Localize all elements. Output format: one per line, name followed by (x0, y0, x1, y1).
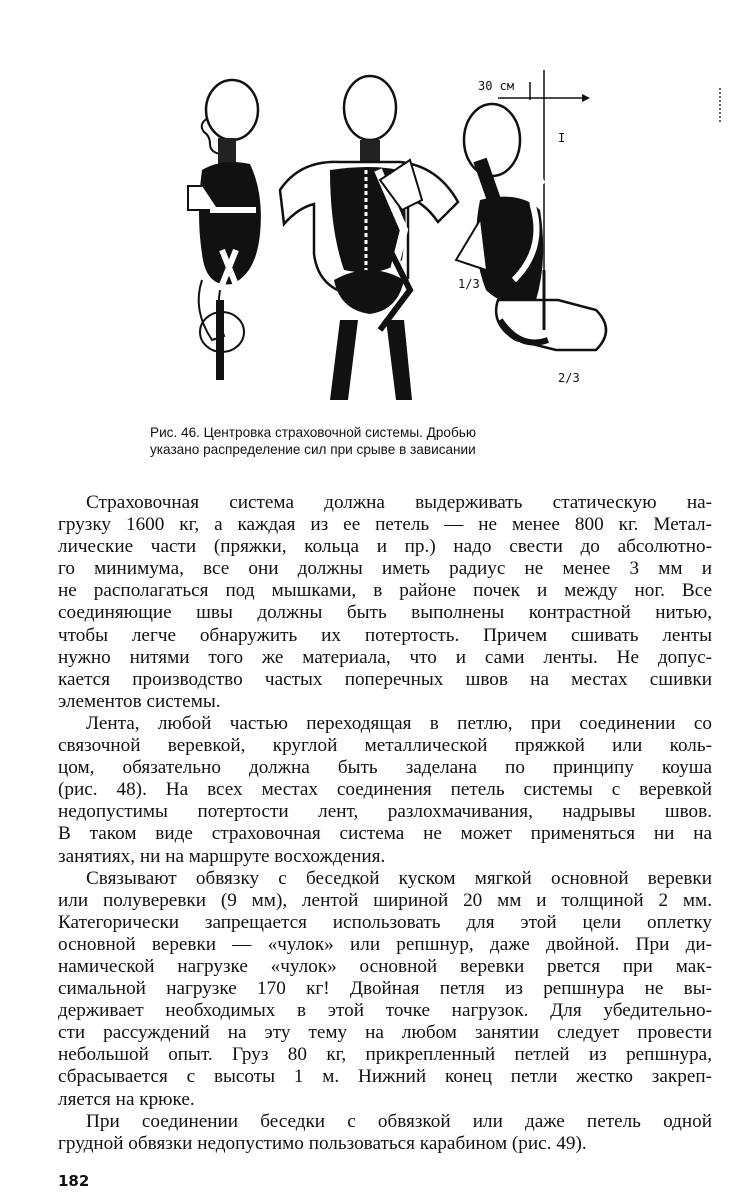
text-line: или полуверевки (9 мм), лентой шириной 20 мм и толщиной 2 мм. (58, 889, 712, 911)
text-line: связочной веревкой, круглой металлической пряжкой или коль- (58, 735, 712, 757)
body-text (58, 492, 712, 1155)
paragraph (58, 492, 712, 713)
line-marker: I (558, 131, 566, 145)
text-line: ляется на крюке. (58, 1088, 195, 1110)
text-line: нужно нитями того же материала, что и сами ленты. Не допус- (58, 646, 712, 668)
text-line: грузку 1600 кг, а каждая из ее петель — не менее 800 кг. Метал- (58, 514, 712, 536)
text-line: элементов системы. (58, 690, 221, 712)
text-line: соединяющие швы должны быть выполнены контрастной нитью, (58, 602, 712, 624)
harness-illustration (180, 70, 630, 405)
text-line: Связывают обвязку с беседкой куском мягкой основной веревки (86, 867, 712, 889)
text-line: небольшой опыт. Груз 80 кг, прикрепленный петлей из репшнура, (58, 1044, 712, 1066)
text-line: (рис. 48). На всех местах соединения петель системы с веревкой (58, 779, 712, 801)
caption-line: указано распределение сил при срыве в зависании (150, 442, 476, 457)
dimension-label: 30 см (478, 79, 515, 93)
figure-front-view (280, 76, 458, 400)
text-line: недопустимы потертости лент, разлохмачивания, надрывы швов. (58, 801, 712, 823)
text-line: лические части (пряжки, кольца и пр.) надо свести до абсолютно- (58, 536, 712, 558)
margin-mark (716, 86, 724, 124)
text-line: го минимума, все они должны иметь радиус не менее 3 мм и (58, 558, 712, 580)
figure-46 (180, 70, 630, 405)
figure-caption (150, 424, 610, 458)
paragraph (58, 868, 712, 1111)
page-number: 182 (58, 1172, 90, 1190)
text-line: симальной нагрузке 170 кг! Двойная петля из репшнура не вы- (58, 978, 712, 1000)
text-line: чтобы легче обнаружить их потертость. Причем сшивать ленты (58, 624, 712, 646)
figure-side-view (188, 80, 261, 380)
text-line: сбрасывается с высоты 1 м. Нижний конец петли жестко закреп- (58, 1066, 712, 1088)
text-line: Категорически запрещается использовать для этой цели оплетку (58, 911, 712, 933)
fraction-upper: 1/3 (458, 277, 480, 291)
paragraph (58, 713, 712, 868)
text-line: сти рассуждений на эту тему на любом занятии следует провести (58, 1022, 712, 1044)
text-line: занятиях, ни на маршруте восхождения. (58, 845, 386, 867)
text-line: Лента, любой частью переходящая в петлю, при соединении со (86, 712, 712, 734)
caption-line: Рис. 46. Центровка страховочной системы. Дробью (150, 425, 477, 440)
text-line: При соединении беседки с обвязкой или даже петель одной (86, 1110, 712, 1132)
figure-hanging-view (456, 70, 606, 385)
text-line: основной веревки — «чулок» или репшнур, даже двойной. При ди- (58, 933, 712, 955)
text-line: намической нагрузке «чулок» основной веревки рвется при мак- (58, 955, 712, 977)
text-line: не располагаться под мышками, в районе почек и между ног. Все (58, 580, 712, 602)
paragraph (58, 1111, 712, 1155)
text-line: кается производство частых поперечных швов на местах сшивки (58, 668, 712, 690)
text-line: цом, обязательно должна быть заделана по принципу коуша (58, 757, 712, 779)
text-line: держивает необходимых в этой точке нагрузок. Для убедительно- (58, 1000, 712, 1022)
text-line: В таком виде страховочная система не может применяться ни на (58, 823, 712, 845)
text-line: грудной обвязки недопустимо пользоваться карабином (рис. 49). (58, 1132, 587, 1154)
text-line: Страховочная система должна выдерживать статическую на- (86, 492, 712, 513)
fraction-lower: 2/3 (558, 371, 580, 385)
